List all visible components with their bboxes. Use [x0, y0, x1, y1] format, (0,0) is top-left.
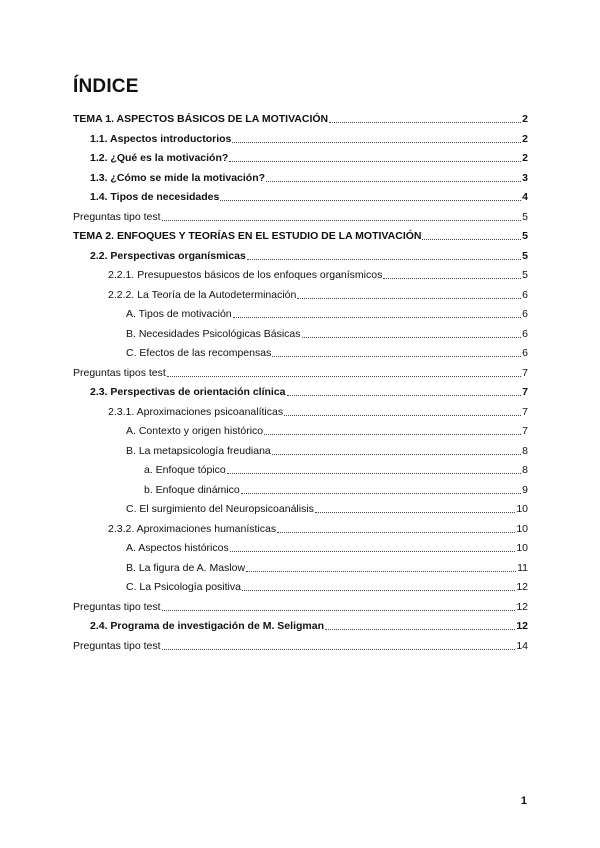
toc-dot-leader — [242, 589, 515, 591]
toc-entry[interactable] — [73, 484, 528, 497]
toc-entry[interactable] — [73, 230, 528, 243]
toc-entry[interactable] — [73, 191, 528, 204]
toc-dot-leader — [302, 336, 521, 338]
toc-entry-page: 7 — [522, 366, 528, 379]
toc-entry-page: 8 — [522, 464, 528, 476]
toc-entry-page: 10 — [516, 542, 528, 554]
toc-dot-leader — [329, 121, 521, 123]
toc-entry-page: 5 — [522, 230, 528, 242]
toc-dot-leader — [287, 394, 521, 396]
toc-entry-page: 5 — [522, 210, 528, 223]
toc-dot-leader — [230, 550, 516, 552]
toc-entry-page: 7 — [522, 405, 528, 418]
toc-entry[interactable] — [73, 445, 528, 458]
toc-entry-page: 4 — [522, 191, 528, 203]
toc-entry-label: A. Aspectos históricos — [126, 542, 229, 554]
toc-entry-label: A. Contexto y origen histórico — [126, 425, 264, 437]
toc-entry[interactable] — [73, 152, 528, 165]
toc-entry-page: 6 — [522, 288, 528, 301]
toc-dot-leader — [162, 609, 516, 611]
toc-entry-label: 2.3.1. Aproximaciones psicoanalíticas — [108, 405, 284, 418]
toc-entry[interactable] — [73, 347, 528, 360]
toc-entry-page: 2 — [522, 132, 528, 145]
toc-entry-label: 2.3.2. Aproximaciones humanísticas — [108, 522, 277, 535]
toc-entry-label: 2.2. Perspectivas organísmicas — [90, 249, 246, 262]
toc-dot-leader — [297, 297, 521, 299]
toc-dot-leader — [232, 141, 521, 143]
toc-entry[interactable] — [73, 250, 528, 263]
toc-entry-label: b. Enfoque dinámico — [144, 483, 240, 496]
toc-entry-label: 1.4. Tipos de necesidades — [90, 191, 220, 203]
toc-entry-page: 2 — [522, 113, 528, 125]
toc-entry[interactable] — [73, 425, 528, 438]
toc-entry-page: 11 — [517, 561, 528, 574]
toc-entry[interactable] — [73, 133, 528, 146]
toc-entry-page: 12 — [516, 620, 528, 632]
toc-entry-label: Preguntas tipo test — [73, 600, 161, 613]
toc-entry[interactable] — [73, 542, 528, 555]
toc-entry[interactable] — [73, 503, 528, 516]
toc-entry-page: 6 — [522, 308, 528, 320]
toc-entry-label: Preguntas tipo test — [73, 639, 161, 652]
toc-dot-leader — [383, 277, 521, 279]
toc-dot-leader — [241, 492, 521, 494]
toc-entry-label: C. El surgimiento del Neuropsicoanálisis — [126, 503, 314, 515]
toc-dot-leader — [229, 160, 521, 162]
toc-dot-leader — [422, 238, 521, 240]
toc-entry-page: 12 — [516, 600, 528, 613]
toc-entry-page: 6 — [522, 327, 528, 340]
toc-dot-leader — [272, 355, 521, 357]
toc-entry-label: C. Efectos de las recompensas — [126, 347, 272, 359]
table-of-contents — [73, 113, 528, 659]
toc-entry-page: 2 — [522, 152, 528, 164]
toc-entry-label: 2.2.1. Presupuestos básicos de los enfoques organísmicos — [108, 269, 383, 281]
toc-entry-label: 2.3. Perspectivas de orientación clínica — [90, 386, 286, 398]
toc-entry-label: 2.2.2. La Teoría de la Autodeterminación — [108, 288, 297, 301]
toc-entry-label: A. Tipos de motivación — [126, 308, 232, 320]
toc-dot-leader — [315, 511, 515, 513]
toc-entry-page: 3 — [522, 171, 528, 184]
toc-entry-page: 10 — [516, 522, 528, 535]
toc-entry[interactable] — [73, 620, 528, 633]
toc-entry-label: B. La metapsicología freudiana — [126, 444, 271, 457]
toc-dot-leader — [227, 472, 521, 474]
toc-entry-page: 8 — [522, 444, 528, 457]
toc-entry-label: TEMA 2. ENFOQUES Y TEORÍAS EN EL ESTUDIO DE LA MOTIVACIÓN — [73, 230, 422, 242]
toc-entry-label: Preguntas tipos test — [73, 366, 166, 379]
toc-dot-leader — [247, 258, 521, 260]
toc-entry[interactable] — [73, 386, 528, 399]
toc-dot-leader — [272, 453, 521, 455]
toc-entry[interactable] — [73, 289, 528, 302]
toc-entry-page: 6 — [522, 347, 528, 359]
toc-entry-label: B. Necesidades Psicológicas Básicas — [126, 327, 301, 340]
toc-entry[interactable] — [73, 601, 528, 614]
toc-entry[interactable] — [73, 562, 528, 575]
toc-dot-leader — [246, 570, 516, 572]
toc-entry[interactable] — [73, 367, 528, 380]
toc-entry-label: a. Enfoque tópico — [144, 464, 226, 476]
page-number: 1 — [520, 795, 527, 807]
toc-entry[interactable] — [73, 211, 528, 224]
toc-entry-page: 9 — [522, 483, 528, 496]
toc-entry-label: C. La Psicología positiva — [126, 581, 241, 593]
toc-entry[interactable] — [73, 581, 528, 594]
toc-dot-leader — [233, 316, 521, 318]
toc-entry-page: 14 — [516, 639, 528, 652]
toc-dot-leader — [325, 628, 515, 630]
toc-entry-label: Preguntas tipo test — [73, 210, 161, 223]
toc-entry[interactable] — [73, 113, 528, 126]
toc-entry[interactable] — [73, 308, 528, 321]
toc-entry-label: 1.1. Aspectos introductorios — [90, 132, 232, 145]
toc-entry-page: 5 — [522, 249, 528, 262]
toc-entry[interactable] — [73, 464, 528, 477]
toc-entry[interactable] — [73, 640, 528, 653]
toc-dot-leader — [264, 433, 521, 435]
toc-entry[interactable] — [73, 406, 528, 419]
toc-entry[interactable] — [73, 172, 528, 185]
toc-entry-label: 1.2. ¿Qué es la motivación? — [90, 152, 229, 164]
toc-entry[interactable] — [73, 269, 528, 282]
toc-dot-leader — [162, 648, 516, 650]
toc-dot-leader — [162, 219, 521, 221]
toc-dot-leader — [167, 375, 521, 377]
toc-entry-label: B. La figura de A. Maslow — [126, 561, 246, 574]
toc-dot-leader — [266, 180, 521, 182]
toc-title: ÍNDICE — [73, 76, 139, 97]
toc-dot-leader — [277, 531, 515, 533]
toc-entry[interactable] — [73, 523, 528, 536]
toc-entry[interactable] — [73, 328, 528, 341]
toc-entry-label: 1.3. ¿Cómo se mide la motivación? — [90, 171, 266, 184]
toc-entry-page: 12 — [516, 581, 528, 593]
toc-entry-page: 7 — [522, 425, 528, 437]
toc-entry-page: 7 — [522, 386, 528, 398]
toc-entry-label: TEMA 1. ASPECTOS BÁSICOS DE LA MOTIVACIÓN — [73, 113, 329, 125]
toc-entry-page: 5 — [522, 269, 528, 281]
toc-dot-leader — [220, 199, 521, 201]
toc-entry-label: 2.4. Programa de investigación de M. Seligman — [90, 620, 324, 632]
toc-dot-leader — [284, 414, 521, 416]
toc-entry-page: 10 — [516, 503, 528, 515]
